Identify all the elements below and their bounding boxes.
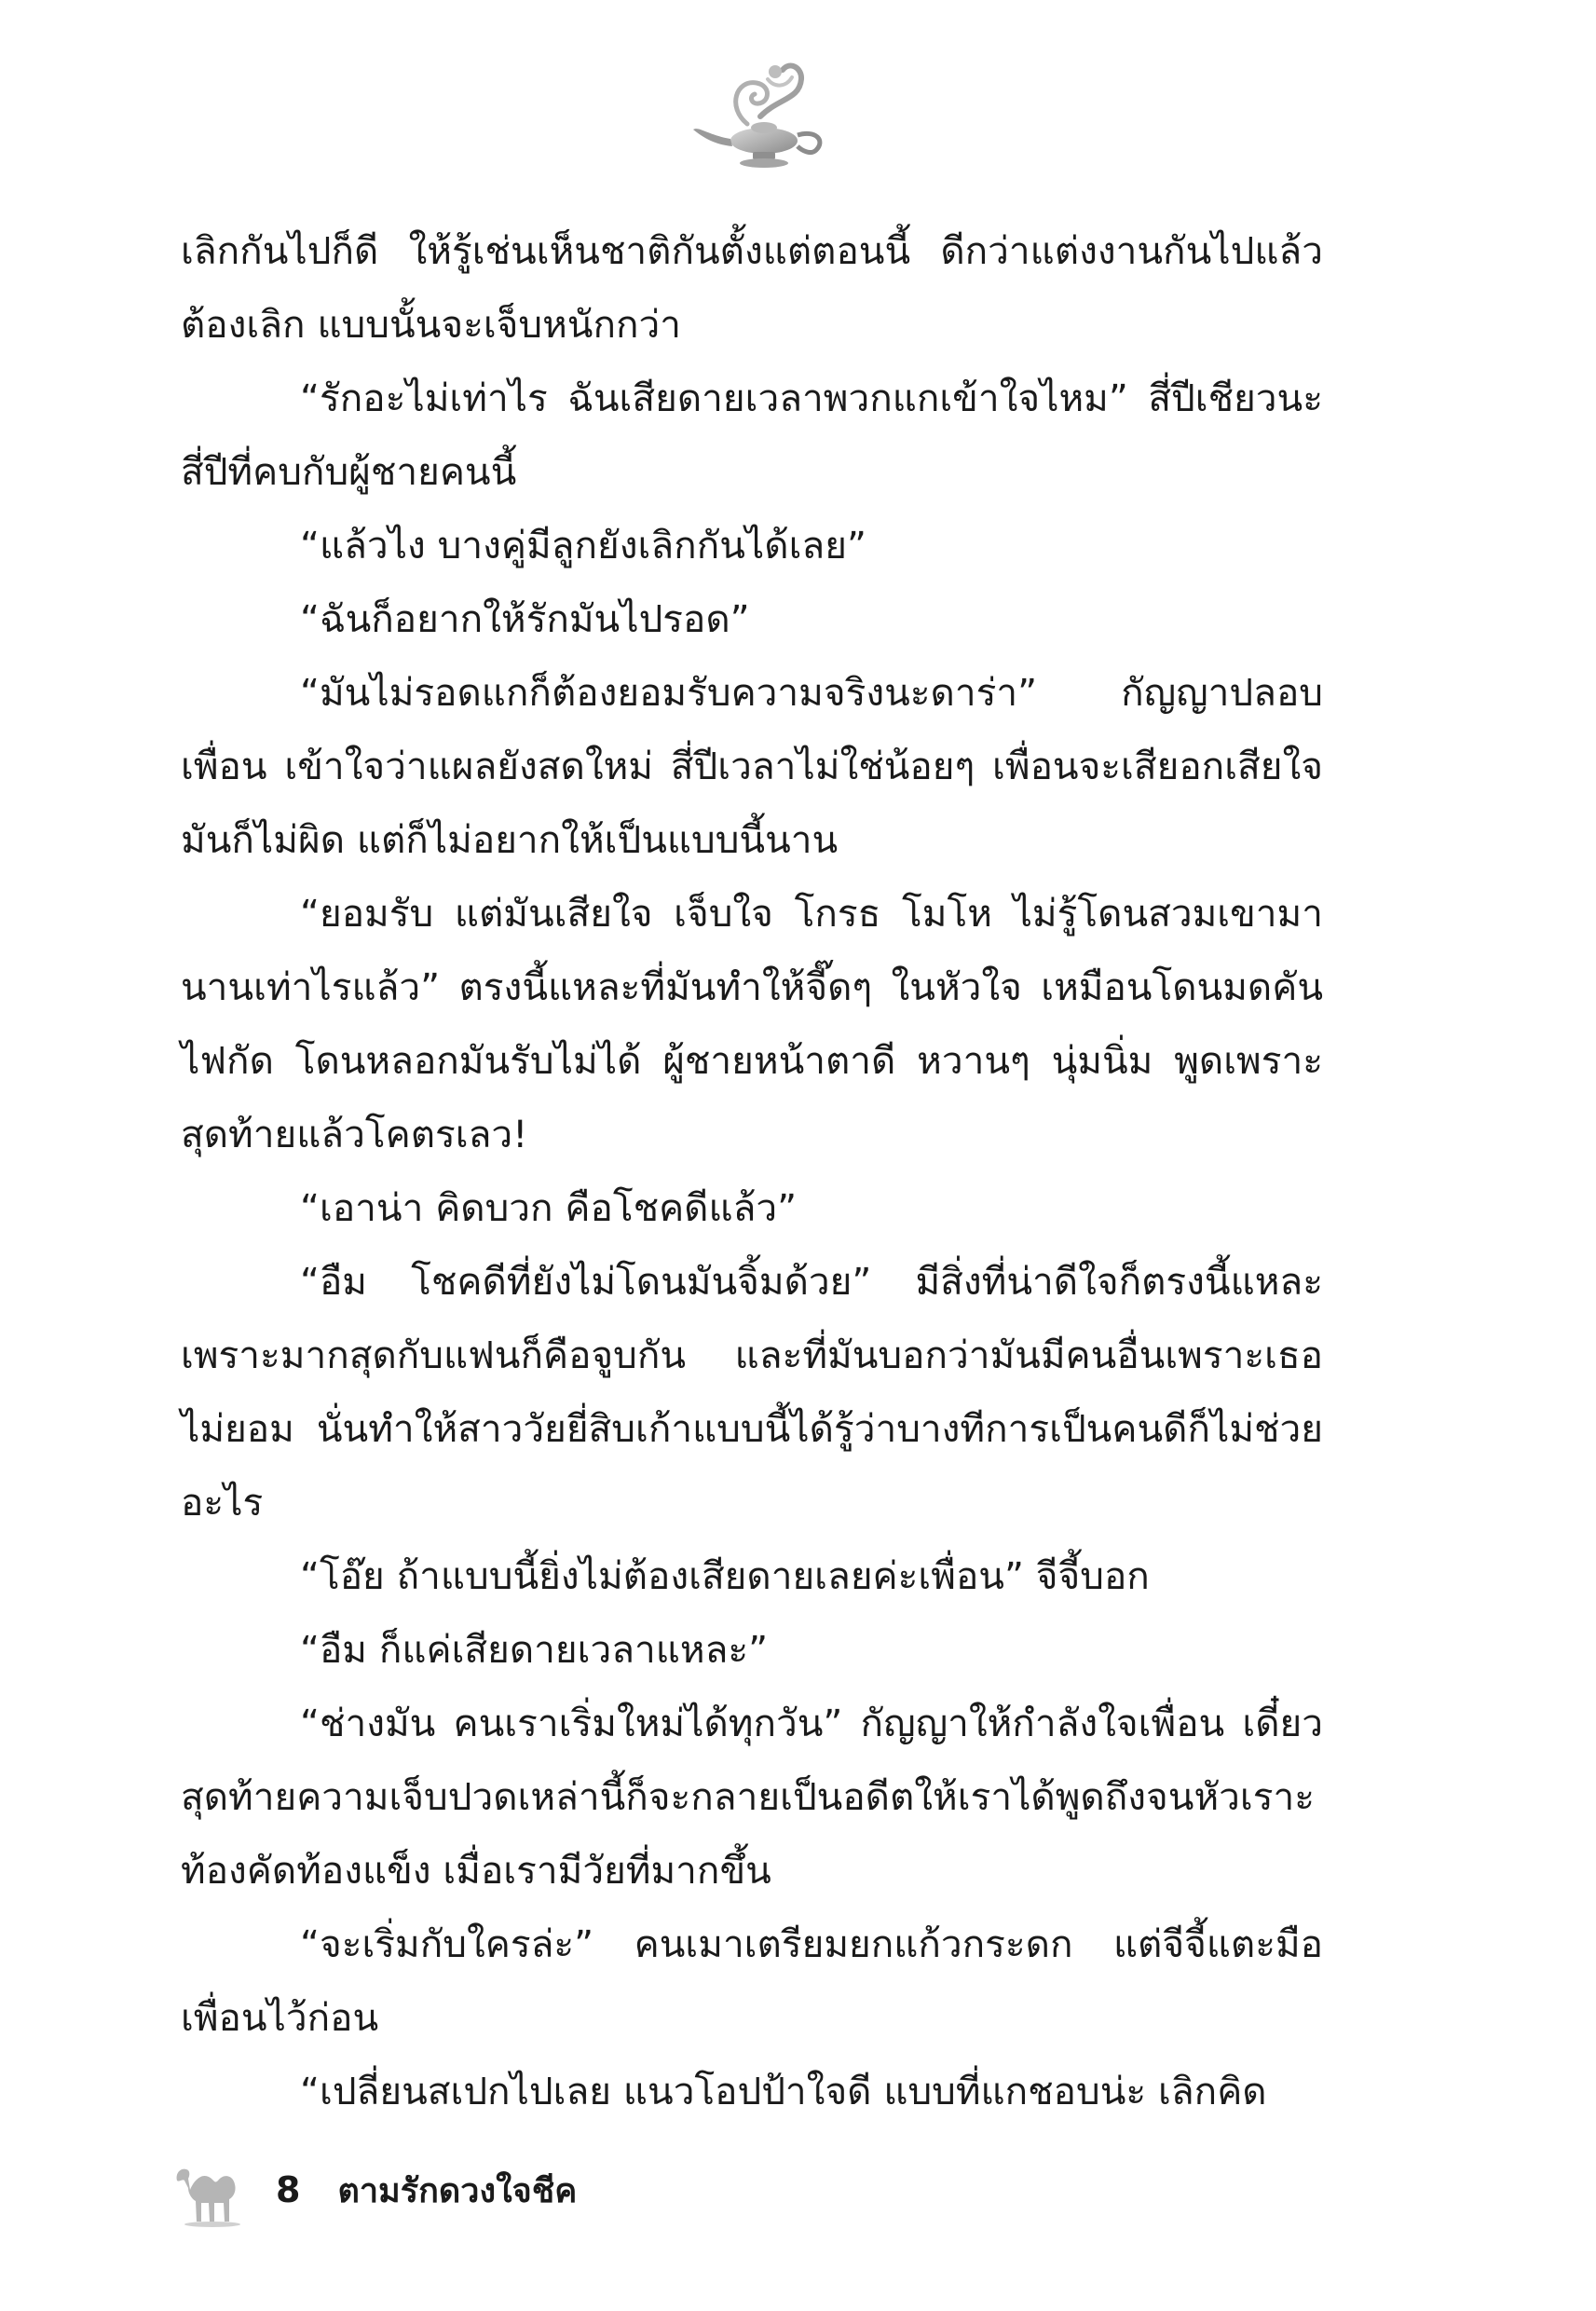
paragraph: “โอ๊ย ถ้าแบบนี้ยิ่งไม่ต้องเสียดายเลยค่ะเพื่อน” จีจี้บอก xyxy=(300,1553,1150,1598)
paragraph: “ช่างมัน คนเราเริ่มใหม่ได้ทุกวัน” กัญญาให้กำลังใจเพื่อน เดี๋ยวสุดท้ายความเจ็บปวดเหล่านี้ก็จะกลายเป็นอดีตให้เราได้พูดถึงจนหัวเราะท้องคัดท้องแข็ง เมื่อเรามีวัยที่มากขึ้น xyxy=(181,1701,1323,1893)
paragraph: เลิกกันไปก็ดี ให้รู้เช่นเห็นชาติกันตั้งแต่ตอนนี้ ดีกว่าแต่งงานกันไปแล้วต้องเลิก แบบนั้นจะเจ็บหนักกว่า xyxy=(181,228,1323,347)
paragraph: “ยอมรับ แต่มันเสียใจ เจ็บใจ โกรธ โมโห ไม่รู้โดนสวมเขามานานเท่าไรแล้ว” ตรงนี้แหละที่มันทำให้จี๊ดๆ ในหัวใจ เหมือนโดนมดคันไฟกัด โดนหลอกมันรับไม่ได้ ผู้ชายหน้าตาดี หวานๆ นุ่มนิ่ม พูดเพราะสุดท้ายแล้วโคตรเลว! xyxy=(181,891,1323,1156)
camel-icon xyxy=(168,2153,252,2227)
paragraph: “จะเริ่มกับใครล่ะ” คนเมาเตรียมยกแก้วกระดก แต่จีจี้แตะมือเพื่อนไว้ก่อน xyxy=(181,1921,1323,2040)
page-number: 8 xyxy=(276,2169,301,2210)
page-footer xyxy=(168,2148,577,2232)
body-text xyxy=(181,214,1323,2128)
paragraph: “เอาน่า คิดบวก คือโชคดีแล้ว” xyxy=(300,1185,798,1230)
genie-lamp-icon xyxy=(689,51,839,172)
paragraph: “แล้วไง บางคู่มีลูกยังเลิกกันได้เลย” xyxy=(300,523,866,567)
paragraph: “อืม ก็แค่เสียดายเวลาแหละ” xyxy=(300,1627,769,1672)
paragraph: “มันไม่รอดแกก็ต้องยอมรับความจริงนะดาร่า” กัญญาปลอบเพื่อน เข้าใจว่าแผลยังสดใหม่ สี่ปีเวลาไม่ใช่น้อยๆ เพื่อนจะเสียอกเสียใจมันก็ไม่ผิด แต่ก็ไม่อยากให้เป็นแบบนี้นาน xyxy=(181,670,1323,862)
book-title: ตามรักดวงใจชีค xyxy=(337,2171,578,2210)
paragraph: “รักอะไม่เท่าไร ฉันเสียดายเวลาพวกแกเข้าใจไหม” สี่ปีเชียวนะสี่ปีที่คบกับผู้ชายคนนี้ xyxy=(181,376,1323,494)
paragraph: “อืม โชคดีที่ยังไม่โดนมันจิ้มด้วย” มีสิ่งที่น่าดีใจก็ตรงนี้แหละเพราะมากสุดกับแฟนก็คือจูบกัน และที่มันบอกว่ามันมีคนอื่นเพราะเธอไม่ยอม นั่นทำให้สาววัยยี่สิบเก้าแบบนี้ได้รู้ว่าบางทีการเป็นคนดีก็ไม่ช่วยอะไร xyxy=(181,1259,1323,1525)
paragraph: “เปลี่ยนสเปกไปเลย แนวโอปป้าใจดี แบบที่แกชอบน่ะ เลิกคิด xyxy=(300,2069,1267,2113)
paragraph: “ฉันก็อยากให้รักมันไปรอด” xyxy=(300,596,750,641)
